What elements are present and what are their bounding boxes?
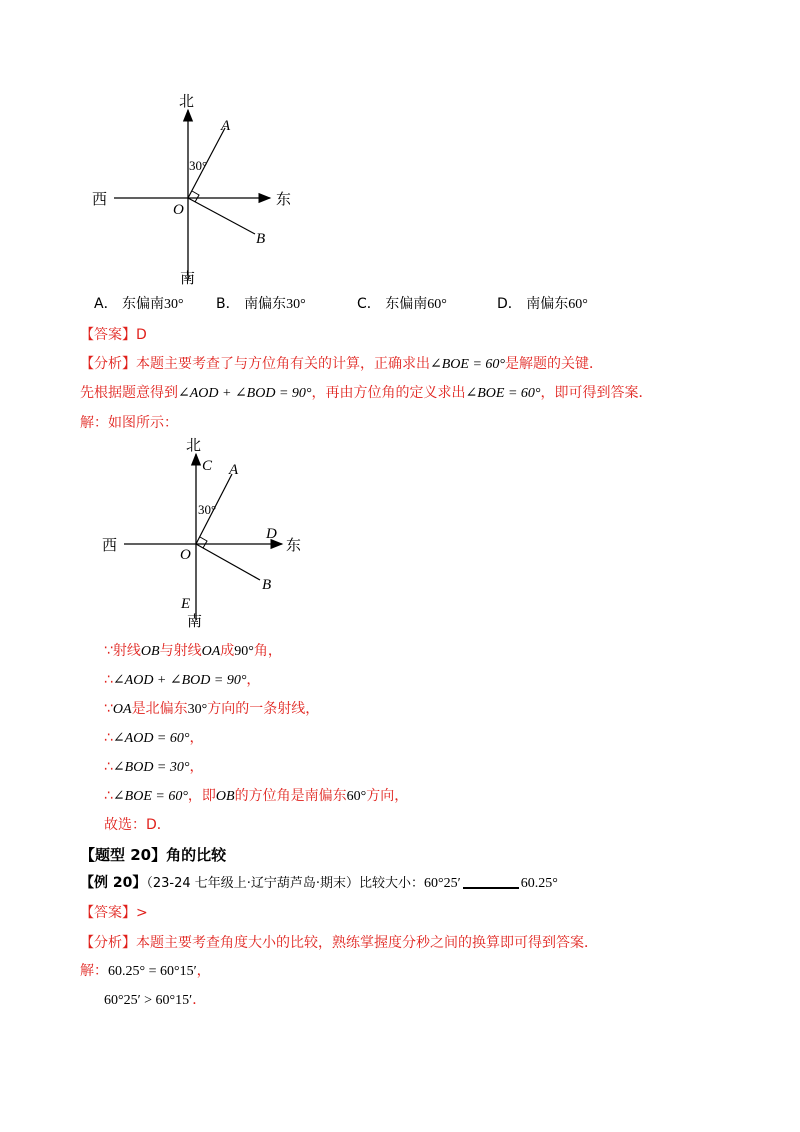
option-b-degree: 30°	[286, 297, 306, 312]
analysis-1-text-a: 本题主要考查了与方位角有关的计算，正确求出	[136, 356, 430, 372]
option-d-text: 南偏东	[526, 296, 569, 312]
option-c-text: 东偏南	[385, 296, 428, 312]
option-d-letter: D．	[497, 296, 522, 312]
analysis-2-text: 本题主要考查角度大小的比较，熟练掌握度分秒之间的换算即可得到答案．	[136, 935, 598, 951]
answer-2-label: 【答案】	[80, 905, 136, 921]
option-a-text: 东偏南	[122, 296, 165, 312]
step-5-math: ∠BOD = 30°	[112, 760, 190, 775]
example-20-left: 60°25′	[424, 876, 461, 891]
origin-label: O	[180, 547, 191, 563]
step-6	[104, 787, 408, 806]
answer-blank[interactable]	[463, 887, 519, 889]
solution-2-line-2	[104, 991, 206, 1010]
step-4-tail: ，	[189, 730, 204, 746]
analysis-1-text-c: 先根据题意得到	[80, 385, 178, 401]
analysis-1-text-d: ，再由方位角的定义求出	[311, 385, 466, 401]
step-6-tail: ，即	[187, 788, 216, 804]
step-6-symbol: ∴	[104, 788, 113, 804]
analysis-1-line-2	[80, 384, 653, 403]
step-6-math-b: OB	[215, 789, 235, 804]
step-1-text-d: 角，	[253, 643, 282, 659]
option-a-degree: 30°	[164, 297, 184, 312]
figure-1-compass-diagram	[80, 88, 320, 288]
step-2-math: ∠AOD + ∠BOD = 90°	[112, 673, 247, 688]
west-label: 西	[92, 190, 108, 208]
analysis-1-math-a: ∠BOE = 60°	[430, 357, 505, 372]
north-label: 北	[179, 92, 195, 110]
east-label: 东	[276, 190, 292, 208]
step-3	[104, 700, 319, 719]
step-1-math-a: OB	[140, 644, 160, 659]
step-1	[104, 642, 282, 661]
analysis-1-text-b: 是解题的关键．	[505, 356, 603, 372]
solution-2-line-1	[80, 962, 211, 981]
option-c-letter: C．	[357, 296, 381, 312]
ray-ob	[188, 198, 255, 234]
step-4-math: ∠AOD = 60°	[112, 731, 190, 746]
answer-1-value: D	[136, 327, 147, 343]
analysis-1-math-c: ∠BOE = 60°	[465, 386, 541, 401]
step-5-tail: ，	[189, 759, 204, 775]
option-d-degree: 60°	[568, 297, 588, 312]
solution-2-tail-2: ．	[192, 992, 207, 1008]
answer-2-value: >	[136, 905, 148, 921]
section-title: 【题型 20】角的比较	[80, 846, 227, 864]
step-1-text-a: 射线	[112, 643, 141, 659]
west-label: 西	[102, 536, 118, 554]
step-2	[104, 671, 260, 690]
step-2-tail: ，	[246, 672, 261, 688]
step-2-symbol: ∴	[104, 672, 113, 688]
step-3-degree: 30°	[187, 702, 208, 717]
analysis-1-label: 【分析】	[80, 356, 136, 372]
option-d[interactable]	[497, 295, 588, 314]
angle-label: 30°	[198, 502, 217, 517]
step-5-symbol: ∴	[104, 759, 113, 775]
option-c[interactable]	[357, 295, 447, 314]
east-label: 东	[286, 536, 302, 554]
angle-label: 30°	[189, 158, 208, 173]
answer-1	[80, 326, 147, 344]
option-a-letter: A．	[94, 296, 118, 312]
origin-label: O	[173, 202, 184, 218]
option-b-text: 南偏东	[244, 296, 287, 312]
point-b-label: B	[262, 577, 272, 593]
step-1-text-b: 与射线	[159, 643, 202, 659]
step-6-degree: 60°	[346, 789, 367, 804]
step-3-text-b: 方向的一条射线，	[207, 701, 320, 717]
point-d-label: D	[266, 526, 277, 542]
step-1-degree: 90°	[234, 644, 254, 659]
analysis-1-math-b: ∠AOD + ∠BOD = 90°	[178, 386, 312, 401]
step-6-tail-c: 方向，	[366, 788, 409, 804]
step-1-symbol: ∵	[104, 643, 113, 659]
south-label: 南	[180, 269, 196, 287]
point-e-label: E	[181, 596, 191, 612]
answer-1-label: 【答案】	[80, 327, 136, 343]
step-5	[104, 758, 203, 777]
analysis-1-line-1	[80, 355, 603, 374]
solution-1-intro: 解：如图所示：	[80, 415, 178, 431]
answer-2	[80, 904, 148, 922]
point-c-label: C	[202, 458, 213, 474]
step-3-text-a: 是北偏东	[131, 701, 188, 717]
option-a[interactable]	[94, 295, 184, 314]
point-a-label: A	[221, 118, 231, 134]
step-4	[104, 729, 203, 748]
option-b-letter: B．	[216, 296, 240, 312]
step-6-math: ∠BOE = 60°	[112, 789, 188, 804]
figure-2-compass-diagram	[90, 436, 330, 632]
example-20-source: （23-24 七年级上·辽宁葫芦岛·期末）比较大小：	[146, 876, 425, 891]
step-6-tail-b: 的方位角是南偏东	[234, 788, 347, 804]
step-1-text-c: 成	[220, 643, 235, 659]
final-choice: 故选：D．	[104, 817, 171, 833]
solution-2-math-2: 60°25′ > 60°15′	[104, 993, 193, 1008]
option-c-degree: 60°	[427, 297, 447, 312]
solution-2-math-1: 60.25° = 60°15′	[108, 964, 197, 979]
ray-ob	[196, 544, 260, 580]
analysis-2	[80, 934, 598, 952]
north-label: 北	[186, 436, 202, 454]
example-20-right: 60.25°	[520, 876, 558, 891]
option-b[interactable]	[216, 295, 306, 314]
step-3-symbol: ∵	[104, 701, 113, 717]
point-b-label: B	[256, 231, 266, 247]
step-1-math-b: OA	[201, 644, 221, 659]
step-4-symbol: ∴	[104, 730, 113, 746]
example-20	[80, 874, 558, 893]
point-a-label: A	[229, 462, 239, 478]
solution-2-tail-1: ，	[196, 963, 211, 979]
south-label: 南	[187, 612, 203, 630]
step-3-math-a: OA	[112, 702, 132, 717]
solution-2-label: 解：	[80, 963, 108, 979]
analysis-2-label: 【分析】	[80, 935, 136, 951]
example-20-label: 【例 20】	[80, 875, 147, 891]
analysis-1-text-e: ，即可得到答案．	[540, 385, 653, 401]
